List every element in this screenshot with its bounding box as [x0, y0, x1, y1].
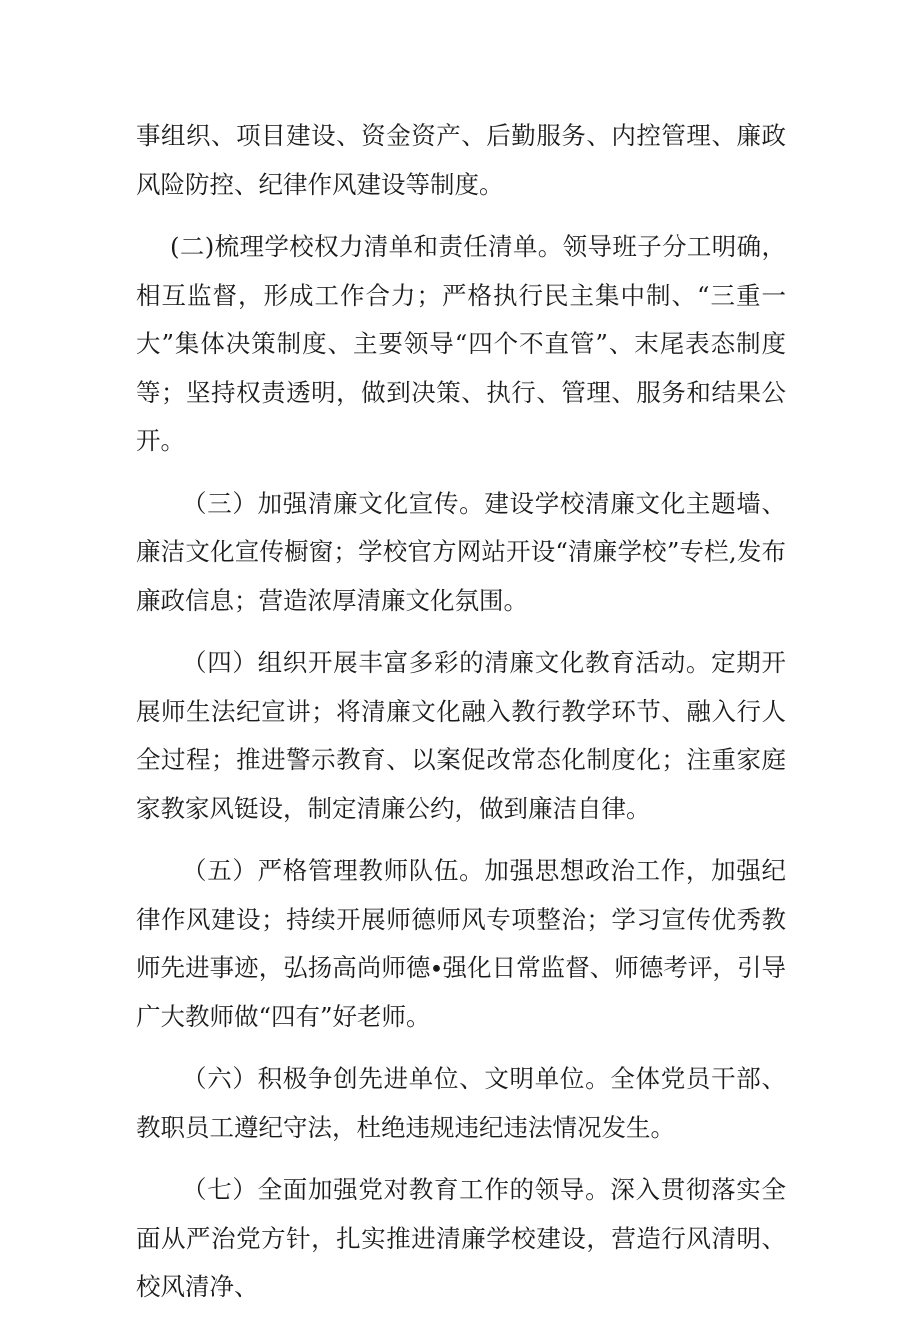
paragraph-section-5: （五）严格管理教师队伍。加强思想政治工作，加强纪律作风建设；持续开展师德师风专项整治；学习宣传优秀教师先进事迹，弘扬高尚师德∙强化日常监督、师德考评，引导广大教师做“四有”好老师。	[136, 856, 786, 1031]
paragraph-section-7: （七）全面加强党对教育工作的领导。深入贯彻落实全面从严治党方针，扎实推进清廉学校建设，营造行风清明、校风清净、	[136, 1175, 786, 1301]
paragraph-section-4: （四）组织开展丰富多彩的清廉文化教育活动。定期开展师生法纪宣讲；将清廉文化融入教行教学环节、融入行人全过程；推进警示教育、以案促改常态化制度化；注重家庭家教家风铤设，制定清廉公约，做到廉洁自律。	[136, 648, 786, 823]
document-body	[136, 112, 786, 1326]
paragraph-continuation: 事组织、项目建设、资金资产、后勤服务、内控管理、廉政风险防控、纪律作风建设等制度。	[136, 121, 786, 199]
paragraph-section-3: （三）加强清廉文化宣传。建设学校清廉文化主题墙、廉洁文化宣传橱窗；学校官方网站开设“清廉学校”专栏,发布廉政信息；营造浓厚清廉文化氛围。	[136, 488, 786, 615]
paragraph-section-6: （六）积极争创先进单位、文明单位。全体党员干部、教职员工遵纪守法，杜绝违规违纪违法情况发生。	[136, 1064, 786, 1142]
paragraph-section-2: (二)梳理学校权力清单和责任清单。领导班子分工明确，相互监督，形成工作合力；严格执行民主集中制、“三重一大”集体决策制度、主要领导“四个不直管”、末尾表态制度等；坚持权责透明，做到决策、执行、管理、服务和结果公开。	[136, 232, 786, 455]
